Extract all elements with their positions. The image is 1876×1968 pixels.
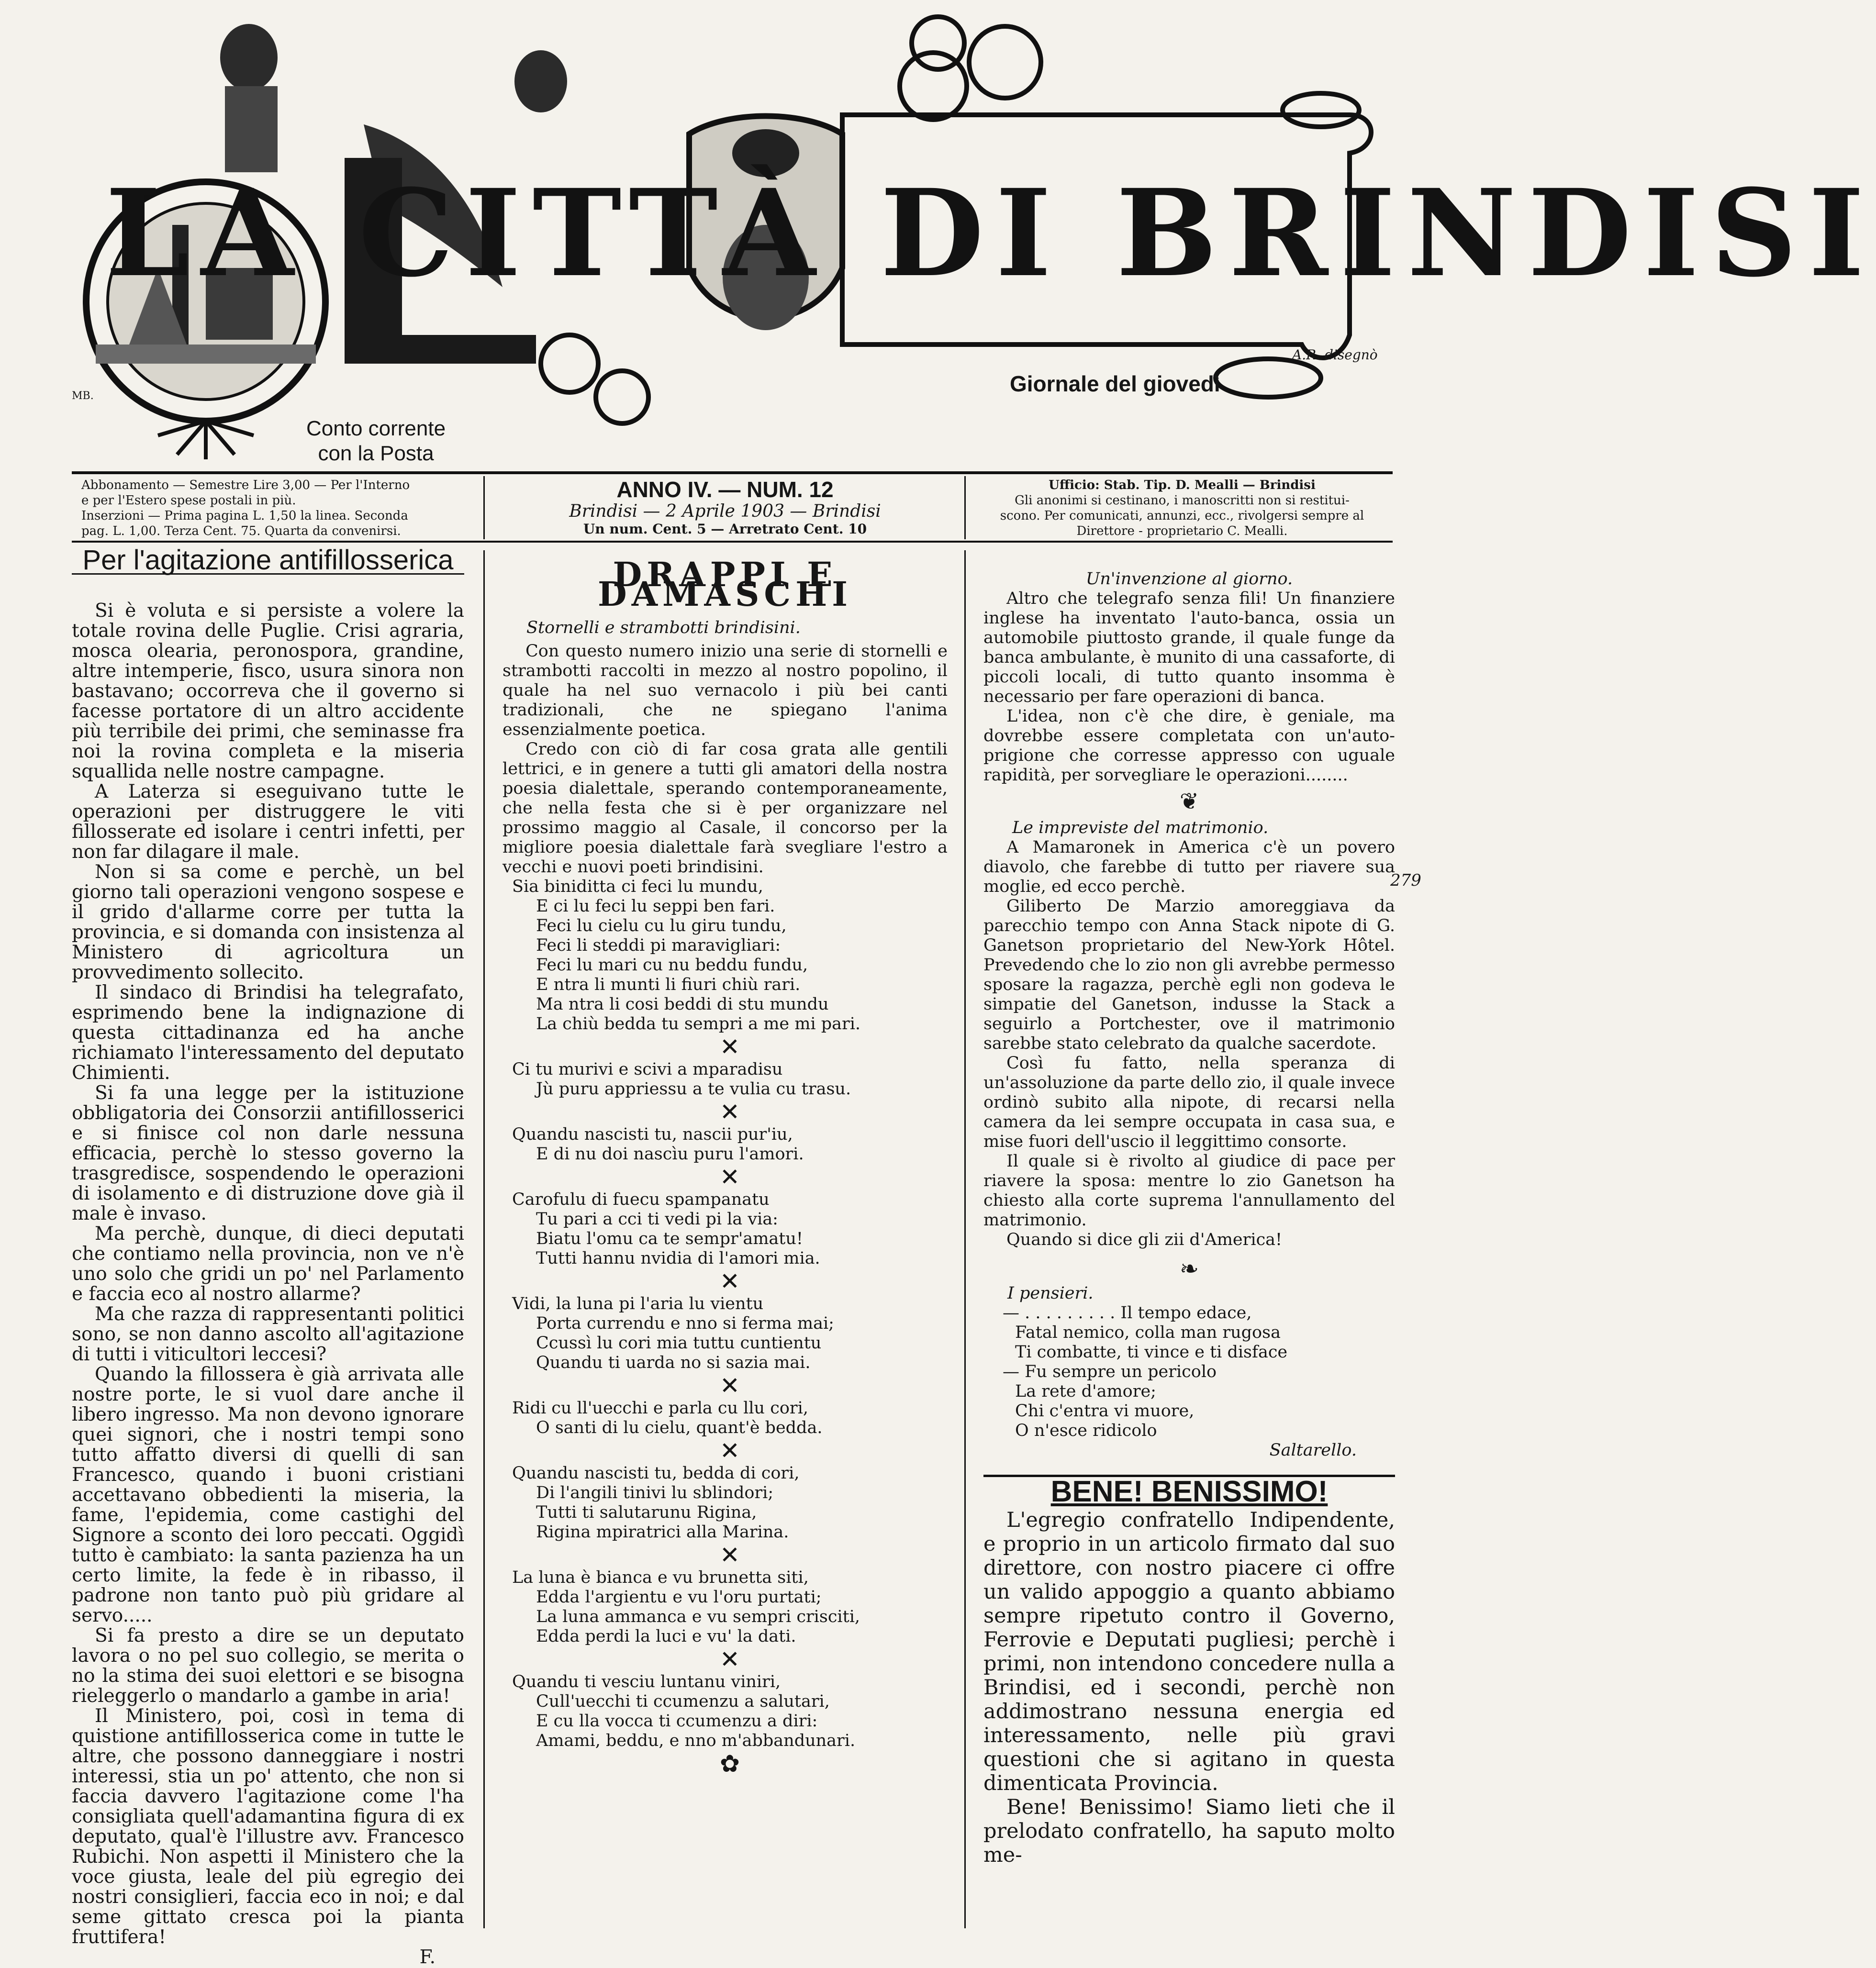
office-line-4: Direttore - proprietario C. Mealli. [1076, 524, 1288, 538]
margin-note: 279 [1390, 871, 1421, 890]
subscription-line-2: e per l'Estero spese postali in più. [81, 493, 296, 508]
verse-line: Tutti ti salutarunu Rigina, [536, 1503, 757, 1522]
info-bar [72, 478, 1393, 540]
verse-line: Rigina mpiratrici alla Marina. [536, 1523, 789, 1542]
office-line-1: Ufficio: Stab. Tip. D. Mealli — Brindisi [1049, 478, 1316, 492]
verse-line: Quandu ti uarda no si sazia mai. [536, 1353, 811, 1372]
section-heading: Un'invenzione al giorno. [1085, 569, 1293, 589]
scroll-top-roll [1283, 93, 1359, 127]
paragraph: Il sindaco di Brindisi ha telegrafato, esprimendo bene la indignazione di questa cittadinanza ed ha anche richiamato l'interessamento del deputato Chimienti. [72, 982, 464, 1084]
paragraph: Quando si dice gli zii d'America! [1006, 1230, 1283, 1249]
scroll-bottom-roll [1216, 359, 1321, 397]
verse-line: Ma ntra li cosi beddi di stu mundu [536, 995, 829, 1014]
article-subtitle: Stornelli e strambotti brindisini. [526, 618, 801, 637]
masthead-title: LA CITTÀ DI BRINDISI [105, 163, 1876, 303]
paragraph: A Laterza si eseguivano tutte le operazioni per distruggere le viti fillosserate ed isolare i centri infetti, per non far dilagare il male. [72, 781, 464, 863]
paragraph: Il Ministero, poi, così in tema di quistione antifillosserica come in tutte le altre, che possono danneggiare i nostri interessi, stia un po' attento, che non si faccia davvero l'agitazione come l'ha consigliata quell'adamantina figura di ex deputato, qual'è l'illustre avv. Francesco Rubichi. Non aspetti il Ministero che la voce giusta, leale del più egregio dei nostri consiglieri, faccia eco in noi; e dal seme gittato cresca poi la pianta fruttifera! [72, 1705, 464, 1948]
postal-account-note [306, 416, 446, 466]
verse-line: Sia biniditta ci feci lu mundu, [512, 877, 763, 896]
info-bottom-rule [72, 541, 1393, 543]
poem-line: La rete d'amore; [1015, 1382, 1156, 1401]
paragraph: L'egregio confratello Indipendente, e proprio in un articolo firmato dal suo direttore, con nostro piacere ci offre un valido appoggio a quanto abbiamo sempre ripetuto contro il Governo, Ferrovie e Deputati pugliesi; perchè i primi, non intendono concedere nulla a Brindisi, ed i secondi, perchè non addimostrano nessuna energia ed interessamento, nelle più gravi questioni che si agitano in questa dimenticata Provincia. [983, 1508, 1395, 1795]
subscription-line-4: pag. L. 1,00. Terza Cent. 75. Quarta da convenirsi. [81, 524, 401, 538]
poem-signature: Saltarello. [1269, 1441, 1357, 1460]
verse-line: Amami, beddu, e nno m'abbandunari. [536, 1731, 856, 1750]
paragraph: Si fa presto a dire se un deputato lavora o no pel suo collegio, se merita o no la stima dei suoi elettori e se bisogna rieleggerlo o mandarlo a gambe in aria! [72, 1625, 464, 1707]
poem-line: — Fu sempre un pericolo [1003, 1362, 1217, 1381]
verse-separator-icon: ✕ [720, 1163, 740, 1191]
stanza [512, 1060, 948, 1099]
issue-number: ANNO IV. — NUM. 12 [616, 477, 834, 502]
verse-line: Cull'uecchi ti ccumenzu a salutari, [536, 1692, 830, 1711]
postal-line-1: Conto corrente [306, 417, 446, 440]
article-drappi [502, 550, 948, 1777]
stanza [512, 1672, 948, 1751]
poem-line: Ti combatte, ti vince e ti disface [1015, 1343, 1288, 1362]
paragraph: Il quale si è rivolto al giudice di pace per riavere la sposa: mentre lo zio Ganetson ha chiesto alla corte suprema l'annullamento del matrimonio. [983, 1152, 1395, 1230]
verse-line: La luna è bianca e vu brunetta siti, [512, 1568, 809, 1587]
stanza [512, 1399, 948, 1438]
verse-line: Tu pari a cci ti vedi pi la via: [536, 1210, 778, 1229]
verse-line: Feci li steddi pi maravigliari: [536, 936, 781, 955]
verse-line: Vidi, la luna pi l'aria lu vientu [512, 1294, 764, 1313]
stanza [512, 1464, 948, 1542]
verse-line: La luna ammanca e vu sempri crisciti, [536, 1607, 860, 1626]
stanza [512, 1568, 948, 1646]
verse-line: La chiù bedda tu sempri a me mi pari. [536, 1014, 861, 1034]
paragraph: Si fa una legge per la istituzione obbligatoria dei Consorzii antifillosserici e si finisce col non darle nessuna efficacia, perchè lo stesso governo la trasgredisce, sospendendo le operazioni di isolamento e di distruzione dove già il male è invaso. [72, 1082, 464, 1224]
top-rule [72, 471, 1393, 474]
verse-line: Quandu ti vesciu luntanu viniri, [512, 1672, 781, 1691]
verse-line: Ci tu murivi e scivi a mparadisu [512, 1060, 783, 1079]
artist-signature: A.R. disegnò [1292, 347, 1378, 363]
section-heading: I pensieri. [1007, 1284, 1094, 1303]
office-line-3: scono. Per comunicati, annunzi, ecc., rivolgersi sempre al [1000, 509, 1364, 523]
butterfly-icon: ❧ [1179, 1256, 1199, 1282]
section-heading: Le impreviste del matrimonio. [1012, 818, 1269, 837]
figure-head-right [514, 50, 567, 112]
paragraph: Si è voluta e si persiste a volere la totale rovina delle Puglie. Crisi agraria, mosca olearia, peronospora, grandine, altre intemperie, fisco, usura sinora non bastavano; occorreva che il governo si facesse portatore di un altro accidente più terribile dei primi, che seminasse fra noi la rovina completa e la miseria squallida nelle nostre campagne. [72, 600, 464, 782]
verse-separator-icon: ✕ [720, 1098, 740, 1126]
verse-line: Di l'angili tinivi lu sblindori; [536, 1483, 774, 1502]
figure-head-left [220, 24, 278, 91]
verse-separator-icon: ✕ [720, 1033, 740, 1061]
harbor [96, 345, 316, 364]
poem-line: — . . . . . . . . . Il tempo edace, [1003, 1303, 1252, 1323]
stanza [512, 877, 948, 1034]
flower-2 [969, 26, 1041, 98]
article-antifillosserica [72, 545, 464, 1968]
verse-line: Carofulu di fuecu spampanatu [512, 1190, 770, 1209]
paragraph: Altro che telegrafo senza fili! Un finanziere inglese ha inventato l'auto-banca, ossia un automobile piuttosto grande, il quale funge da banca ambulante, è munito di una cassaforte, di piccoli locali, di tutto quanto insomma è necessario per fare operazioni di banca. [983, 589, 1395, 706]
figure-body-left [225, 86, 278, 172]
verse-separator-icon: ✕ [720, 1437, 740, 1465]
verse-line: Ridi cu ll'uecchi e parla cu llu cori, [512, 1399, 808, 1418]
office-info [972, 478, 1393, 539]
corner-mark: MB. [72, 390, 94, 402]
article-title: Per l'agitazione antifillosserica [72, 550, 464, 575]
office-line-2: Gli anonimi si cestinano, i manoscritti non si restitui- [1015, 493, 1350, 508]
paragraph: Quando la fillossera è già arrivata alle nostre porte, le si vuol dare anche il libero ingresso. Ma non devono ignorare quei signori, che i nostri tempi sono tutto affatto diversi di quelli di san Francesco, quando i buoni cristiani accettavano obbedienti la miseria, la fame, l'epidemia, come castighi del Signore a sconto dei loro peccati. Oggidì tutto è cambiato: la santa pazienza ha un certo limite, la fede è in ribasso, il padrone non tanto può più gridare al servo..... [72, 1364, 464, 1626]
subscription-line-1: Abbonamento — Semestre Lire 3,00 — Per l'Interno [81, 478, 410, 492]
paragraph: A Mamaronek in America c'è un povero diavolo, che farebbe di tutto per riavere sua moglie, ed ecco perchè. [983, 838, 1395, 896]
paragraph: Con questo numero inizio una serie di stornelli e strambotti raccolti in mezzo al nostro popolino, il quale ha nel suo vernacolo i più bei canti tradizionali, che ne spiegano l'anima essenzialmente poetica. [502, 642, 948, 739]
verse-separator-icon: ✕ [720, 1646, 740, 1673]
ornament-icon: ❦ [1179, 788, 1199, 815]
paragraph: L'idea, non c'è che dire, è geniale, ma dovrebbe essere completata con un'auto-prigione che corresse appresso con uguale rapidità, per sorvegliare le operazioni........ [983, 707, 1395, 785]
flower-3 [912, 17, 964, 69]
verse-line: Quandu nascisti tu, nascii pur'iu, [512, 1125, 793, 1144]
verse-separator-icon: ✕ [720, 1541, 740, 1569]
issue-date: Brindisi — 2 Aprile 1903 — Brindisi [569, 501, 881, 521]
issue-price: Un num. Cent. 5 — Arretrato Cent. 10 [583, 521, 867, 537]
masthead [0, 0, 1876, 469]
verse-line: Feci lu mari cu nu beddu fundu, [536, 956, 808, 975]
verse-line: Edda l'argientu e vu l'oru purtati; [536, 1588, 822, 1607]
verse-line: E ntra li munti li fiuri chiù rari. [536, 975, 801, 994]
paragraph: Ma che razza di rappresentanti politici sono, se non danno ascolto all'agitazione di tutti i viticultori leccesi? [72, 1303, 464, 1365]
subscription-info [81, 478, 479, 539]
verse-line: O santi di lu cielu, quant'è bedda. [536, 1418, 823, 1437]
ladybug-icon: ✿ [720, 1750, 740, 1778]
paragraph: Bene! Benissimo! Siamo lieti che il prelodato confratello, ha saputo molto me- [983, 1795, 1395, 1867]
poem-line: Chi c'entra vi muore, [1015, 1401, 1195, 1421]
paragraph: Non si sa come e perchè, un bel giorno tali operazioni vengono sospese e il grido d'allarme corre per tutta la provincia, e si domanda con insistenza al Ministero di agricoltura un provvedimento sollecito. [72, 861, 464, 983]
verse-line: Ccussì lu cori mia tuttu cuntientu [536, 1334, 822, 1353]
verse-separator-icon: ✕ [720, 1372, 740, 1400]
verse-line: E di nu doi nascìu puru l'amori. [536, 1145, 804, 1164]
verse-line: Edda perdi la luci e vu' la dati. [536, 1627, 796, 1646]
stanza [512, 1294, 948, 1373]
poem-line: Fatal nemico, colla man rugosa [1015, 1323, 1281, 1342]
verse-line: Quandu nascisti tu, bedda di cori, [512, 1464, 800, 1483]
stanza [512, 1125, 948, 1164]
paragraph: Giliberto De Marzio amoreggiava da parecchio tempo con Anna Stack nipote di G. Ganetson proprietario del New-York Hôtel. Prevedendo che lo zio non gli avrebbe permesso sposare la ragazza, perchè egli non godeva le simpatie del Ganetson, indusse la Stack a seguirlo a Portchester, ove il matrimonio sarebbe stato celebrato da qualche sacerdote. [983, 897, 1395, 1053]
paragraph: Ma perchè, dunque, di dieci deputati che contiamo nella provincia, non ve n'è uno solo che gridi un po' nel Parlamento e faccia eco al nostro allarme? [72, 1223, 464, 1305]
verse-line: E cu lla vocca ti ccumenzu a diri: [536, 1712, 818, 1731]
verse-line: E ci lu feci lu seppi ben fari. [536, 897, 775, 916]
verse-line: Porta currendu e nno si ferma mai; [536, 1314, 834, 1333]
postal-line-2: con la Posta [318, 442, 434, 465]
column-right [983, 550, 1395, 1867]
flower-5 [596, 371, 648, 423]
verse-line: Feci lu cielu cu lu giru tundu, [536, 916, 787, 935]
verse-line: Tutti hannu nvidia di l'amori mia. [536, 1249, 820, 1268]
verse-line: Biatu l'omu ca te sempr'amatu! [536, 1229, 803, 1248]
poem-line: O n'esce ridicolo [1015, 1421, 1157, 1440]
bene-title: BENE! BENISSIMO! [1050, 1475, 1328, 1508]
article-title: DRAPPI E DAMASCHI [598, 555, 852, 614]
issue-info [493, 478, 957, 537]
sun-rays [158, 421, 254, 459]
column-rule-2 [964, 550, 966, 1928]
column-rule-1 [483, 550, 485, 1928]
stanza [512, 1190, 948, 1268]
verses [512, 877, 948, 1777]
flower-4 [541, 335, 598, 392]
subscription-line-3: Inserzioni — Prima pagina L. 1,50 la linea. Seconda [81, 509, 408, 523]
poem [1003, 1303, 1395, 1441]
paragraph: Credo con ciò di far cosa grata alle gentili lettrici, e in genere a tutti gli amatori della nostra poesia dialettale, sperando contemporaneamente, che nella festa che si è per organizzare nel prossimo maggio al Casale, il concorso per la migliore poesia dialettale farà svegliare l'estro a vecchi e nuovi poeti brindisini. [502, 740, 948, 877]
verse-line: Jù puru appriessu a te vulia cu trasu. [536, 1079, 851, 1099]
verse-separator-icon: ✕ [720, 1268, 740, 1295]
article-signature: F. [419, 1946, 436, 1968]
masthead-subtitle: Giornale del giovedì [1010, 371, 1220, 396]
paragraph: Così fu fatto, nella speranza di un'assoluzione da parte dello zio, il quale invece ordinò subito alla nipote, di recarsi nella camera da lei sempre occupata in casa sua, e mise fuori dell'uscio il leggittimo consorte. [983, 1054, 1395, 1151]
